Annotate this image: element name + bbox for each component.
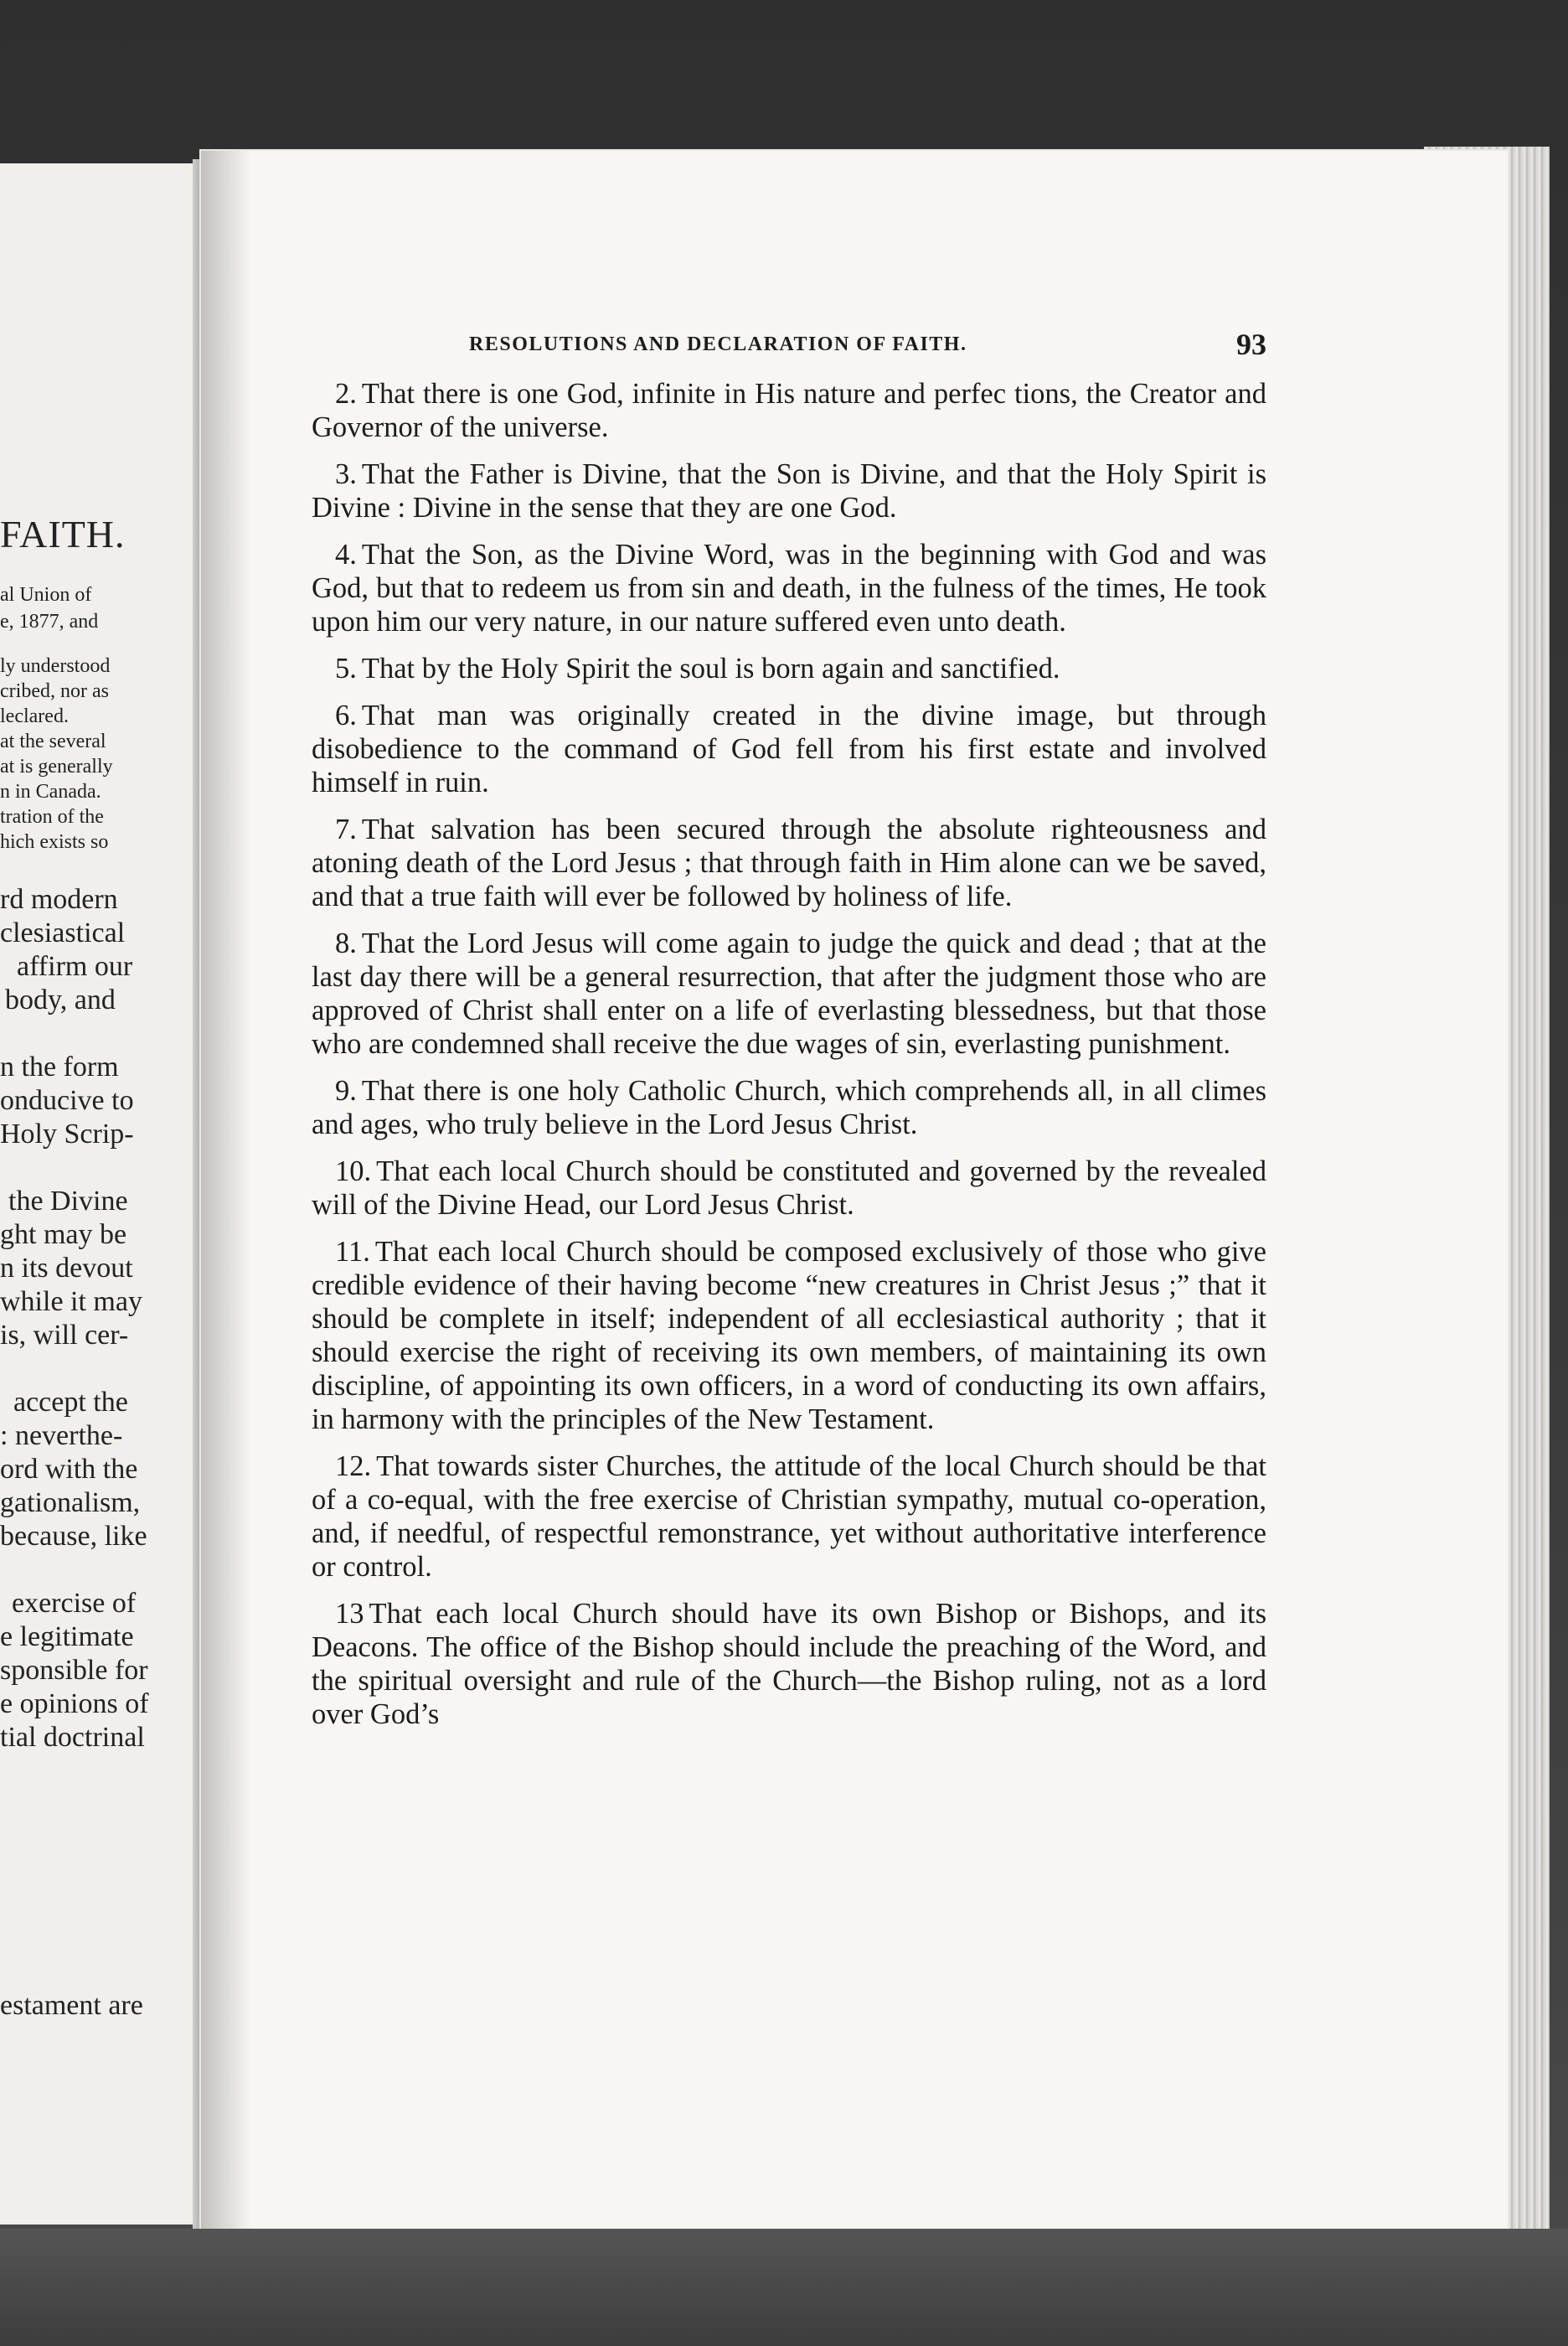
article-number: 6.	[335, 700, 357, 731]
article-8	[312, 927, 1266, 1061]
article-number: 10.	[335, 1155, 372, 1187]
left-page-line: n its devout	[0, 1253, 133, 1284]
left-page-line: cribed, nor as	[0, 680, 109, 702]
left-page-line: ly understood	[0, 655, 111, 677]
left-page-line: n in Canada.	[0, 781, 101, 803]
left-page-line: ord with the	[0, 1454, 138, 1485]
article-9	[312, 1074, 1266, 1141]
article-number: 2.	[335, 378, 357, 410]
left-page-line: the Divine	[8, 1186, 128, 1217]
left-page-line: e, 1877, and	[0, 611, 99, 633]
article-text: That salvation has been secured through the absolute righteousness and atoning death of the Lord Jesus ; that through faith in Him alone can we be saved, and that a true faith will ever be followed by holiness of life.	[312, 814, 1266, 912]
left-page-line: e opinions of	[0, 1688, 149, 1719]
left-page-line: because, like	[0, 1521, 147, 1552]
article-4	[312, 538, 1266, 638]
left-page-line: estament are	[0, 1990, 143, 2021]
page-text-block	[312, 327, 1266, 1744]
left-page-line: ght may be	[0, 1219, 127, 1250]
left-page-heading: FAITH.	[0, 513, 126, 555]
article-12	[312, 1449, 1266, 1584]
left-page-line: while it may	[0, 1286, 142, 1317]
article-6	[312, 699, 1266, 799]
left-page-line: al Union of	[0, 584, 92, 606]
article-5	[312, 652, 1266, 685]
left-page-line: accept the	[13, 1387, 128, 1418]
article-13	[312, 1597, 1266, 1731]
left-page-line: affirm our	[17, 951, 133, 982]
article-number: 3.	[335, 458, 357, 490]
left-page-line: clesiastical	[0, 917, 126, 948]
article-number: 7.	[335, 814, 357, 845]
article-text: That towards sister Churches, the attitude of the local Church should be that of a co-equal, with the free exercise of Christian sympathy, mutual co-operation, and, if needful, of respectful remonstrance, yet without authoritative interference or control.	[312, 1450, 1266, 1583]
article-text: That the Lord Jesus will come again to judge the quick and dead ; that at the last day there will be a general resurrection, that after the judgment those who are approved of Christ shall enter on a life of everlasting blessedness, but that those who are condemned shall receive the due wages of sin, everlasting punishment.	[312, 928, 1266, 1060]
article-10	[312, 1155, 1266, 1222]
article-2	[312, 377, 1266, 444]
running-header	[312, 327, 1266, 377]
left-page-line: : neverthe-	[0, 1420, 123, 1451]
left-page-line: onducive to	[0, 1085, 134, 1116]
left-page-line: gationalism,	[0, 1487, 141, 1518]
left-page-line: rd modern	[0, 884, 118, 915]
article-number: 9.	[335, 1075, 357, 1107]
article-number: 11.	[335, 1236, 370, 1268]
article-text: That by the Holy Spirit the soul is born again and sanctified.	[361, 653, 1060, 685]
article-text: That each local Church should have its own Bishop or Bishops, and its Deacons. The office of the Bishop should include the preaching of the Word, and the spiritual oversight and rule of the Church—the Bishop ruling, not as a lord over God’s	[312, 1598, 1266, 1730]
article-3	[312, 457, 1266, 524]
article-text: That each local Church should be composed exclusively of those who give credible evidence of their having become “new creatures in Christ Jesus ;” that it should be complete in itself; independent of all ecclesiastical authority ; that it should exercise the right of receiving its own members, of maintaining its own discipline, of appointing its own officers, in a word of conducting its own affairs, in harmony with the principles of the New Testament.	[312, 1236, 1266, 1435]
left-page-line: at is generally	[0, 756, 113, 778]
left-page-line: leclared.	[0, 705, 69, 727]
article-text: That each local Church should be constituted and governed by the revealed will of the Divine Head, our Lord Jesus Christ.	[312, 1155, 1266, 1221]
article-text: That the Father is Divine, that the Son is Divine, and that the Holy Spirit is Divine : Divine in the sense that they are one God.	[312, 458, 1266, 524]
article-number: 12.	[335, 1450, 372, 1482]
left-page-line: n the form	[0, 1052, 119, 1083]
article-11	[312, 1235, 1266, 1436]
article-text: That there is one God, infinite in His nature and perfec tions, the Creator and Governor of the universe.	[312, 378, 1266, 443]
article-7	[312, 813, 1266, 913]
left-page-line: tration of the	[0, 806, 104, 828]
left-page-line: is, will cer-	[0, 1320, 129, 1351]
left-page-line: at the several	[0, 731, 106, 752]
left-page-line: hich exists so	[0, 831, 109, 853]
article-text: That man was originally created in the divine image, but through disobedience to the command of God fell from his first estate and involved himself in ruin.	[312, 700, 1266, 798]
left-page-line: e legitimate	[0, 1621, 134, 1652]
left-page-line: sponsible for	[0, 1655, 148, 1686]
article-text: That the Son, as the Divine Word, was in the beginning with God and was God, but that to redeem us from sin and death, in the fulness of the times, He took upon him our very nature, in our nature suffered even unto death.	[312, 539, 1266, 638]
article-number: 4.	[335, 539, 357, 571]
scan-background-bottom	[0, 2229, 1568, 2346]
article-number: 8.	[335, 928, 357, 959]
article-number: 5.	[335, 653, 357, 685]
right-page-gutter-shadow	[201, 151, 251, 2245]
page-number: 93	[1236, 328, 1266, 361]
left-page-line: exercise of	[12, 1588, 137, 1619]
left-page-line: body, and	[5, 984, 116, 1015]
left-page-line: Holy Scrip-	[0, 1119, 134, 1150]
left-page-line: tial doctrinal	[0, 1722, 145, 1753]
article-text: That there is one holy Catholic Church, which comprehends all, in all climes and ages, who truly believe in the Lord Jesus Christ.	[312, 1075, 1266, 1140]
article-number: 13	[335, 1598, 364, 1630]
running-head-title: RESOLUTIONS AND DECLARATION OF FAITH.	[469, 333, 967, 355]
